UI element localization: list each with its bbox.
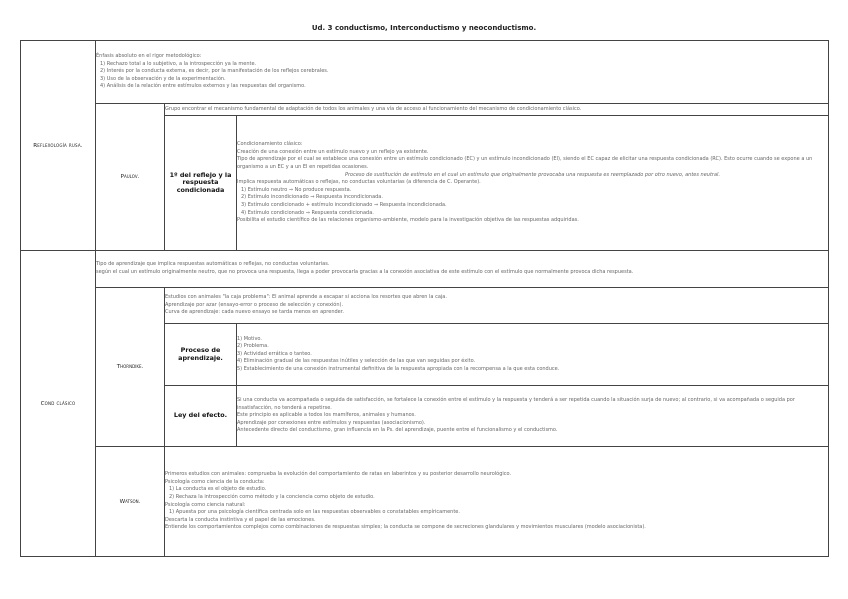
author-thorndike: Thorndike. [96,288,165,447]
text-line: Proceso de sustitución de estímulo en el cual un estímulo que originalmente provocaba una respuesta es reemplazado por otro nuevo, antes neutral. [344,171,721,178]
text-line: Implica respuesta automáticas o reflejas, no conductas voluntarias (a diferencia de C. Operante). [237,179,481,186]
text-line: 2) Problema. [237,343,269,350]
text-line: Condicionamiento clásico: [237,141,303,148]
text-line: Si una conducta va acompañada o seguida de satisfacción, se fortalece la conexión entre el estímulo y la respuesta y tenderá a ser repetida cuando la situación surja de nuevo; al contrario, si va acompañada o seguida por insatisfacción, no tenderá a repetirse. [237,397,795,411]
text-line: Énfasis absoluto en el rigor metodológico: [96,53,202,60]
ley-efecto-label: Ley del efecto. [165,386,237,447]
summary-table [20,40,829,557]
text-line: 1) Estímulo neutro ⇒ No produce respuesta. [241,186,352,193]
text-line: Estudios con animales "la caja problema": El animal aprende a escapar si acciona los resortes que abren la caja. [165,294,447,301]
reflexologia-intro [96,41,829,104]
text-line: Psicología como ciencia de la conducta: [165,478,265,485]
text-line: Antecedente directo del conductismo, gran influencia en la Ps. del aprendizaje, puente entre el funcionalismo y el conductismo. [237,427,558,434]
pavlov-topic-label: 1º del reflejo y la respuesta condicionada [165,116,237,251]
text-line: 4) Eliminación gradual de las respuestas inútiles y selección de las que van seguidas por éxito. [237,358,476,365]
category-reflexologia: Reflexología rusa. [21,41,96,251]
text-line: Este principio es aplicable a todos los mamíferos, animales y humanos. [237,412,416,419]
thorndike-intro [165,288,829,324]
text-line: 3) Uso de la observación y de la experimentación. [100,75,226,82]
reflexologia-intro-row [21,41,829,104]
pavlov-summary: Grupo encontrar el mecanismo fundamental de adaptación de todos los animales y una vía de acceso al funcionamiento del mecanismo de condicionamiento clásico. [165,104,829,116]
text-line: 2) Rechaza la introspección como método y la conciencia como objeto de estudio. [169,493,375,500]
text-line: 2) Interés por la conducta externa, es decir, por la manifestación de los reflejos cerebrales. [100,68,329,75]
text-line: Aprendizaje por conexiones entre estímulos y respuestas (asociacionismo). [237,419,426,426]
text-line: Posibilita el estudio científico de las relaciones organismo-ambiente, modelo para la investigación objetiva de las respuestas adquiridas. [237,217,579,224]
proceso-aprendizaje-label: Proceso de aprendizaje. [165,324,237,386]
text-line: 4) Análisis de la relación entre estímulos externos y las respuestas del organismo. [100,83,306,90]
text-line: Psicología como ciencia natural: [165,501,246,508]
text-line: 1) Motivo. [237,335,262,342]
text-line: 3) Actividad errática o tanteo. [237,350,312,357]
text-line: 4) Estímulo condicionado ⇒ Respuesta condicionada. [241,209,374,216]
pavlov-summary-row [21,104,829,116]
proceso-aprendizaje-text [237,324,829,386]
text-line: Tipo de aprendizaje por el cual se establece una conexión entre un estímulo condicionado (EC) y un estímulo incondicionado (EI), siendo el EC capaz de elicitar una respuesta condicionada (RC). Esto ocurre cuando se expone a un organismo a un EC y a un EI en repetidas ocasiones. [237,156,813,171]
watson-text [165,447,829,557]
thorndike-intro-row [21,288,829,324]
text-line: Curva de aprendizaje: cada nuevo ensayo se tarda menos en aprender. [165,309,344,316]
text-line: Creación de una conexión entre un estímulo nuevo y un reflejo ya existente. [237,148,429,155]
document-title: Ud. 3 conductismo, Interconductismo y neoconductismo. [311,24,537,32]
author-pavlov: Paulov. [96,104,165,251]
text-line: Aprendizaje por azar (ensayo-error o proceso de selección y conexión). [165,301,344,308]
category-cond-clasico: Cond clásico [21,251,96,557]
author-watson: Watson. [96,447,165,557]
text-line: 1) La conducta es el objeto de estudio. [169,486,267,493]
text-line: Primeros estudios con animales: comprueba la evolución del comportamiento de ratas en laberintos y su posterior desarrollo neurológico. [165,471,512,478]
text-line: 2) Estímulo incondicionado ⇒ Respuesta incondicionada. [241,194,383,201]
text-line: Entiende los comportamientos complejos como combinaciones de respuestas simples; la conducta se compone de secreciones glandulares y movimientos musculares (modelo asociacionista). [165,524,646,531]
ley-efecto-text [237,386,829,447]
text-line: Tipo de aprendizaje que implica respuestas automáticas o reflejas, no conductas voluntarias. [96,261,330,268]
text-line: 1) Apuesta por una psicología científica centrada solo en las respuestas observables o constatables empíricamente. [169,509,460,516]
text-line: 3) Estímulo condicionado + estímulo incondicionado ⇒ Respuesta incondicionada. [241,201,447,208]
text-line: 1) Rechazo total a lo subjetivo, a la introspección ya la mente. [100,60,257,67]
text-line: según el cual un estímulo originalmente neutro, que no provoca una respuesta, llega a poder provocarla gracias a la conexión asociativa de este estímulo con el estímulo que normalmente provoca dicha respuesta. [96,269,634,275]
conductismo-intro-row [21,251,829,288]
text-line: Descarta la conducta instintiva y el papel de las emociones. [165,516,316,523]
watson-row [21,447,829,557]
text-line: 5) Establecimiento de una conexión instrumental definitiva de la respuesta apropiada con la recompensa a la que esta conduce. [237,365,560,372]
conductismo-intro [96,251,829,288]
pavlov-detail [237,116,829,251]
